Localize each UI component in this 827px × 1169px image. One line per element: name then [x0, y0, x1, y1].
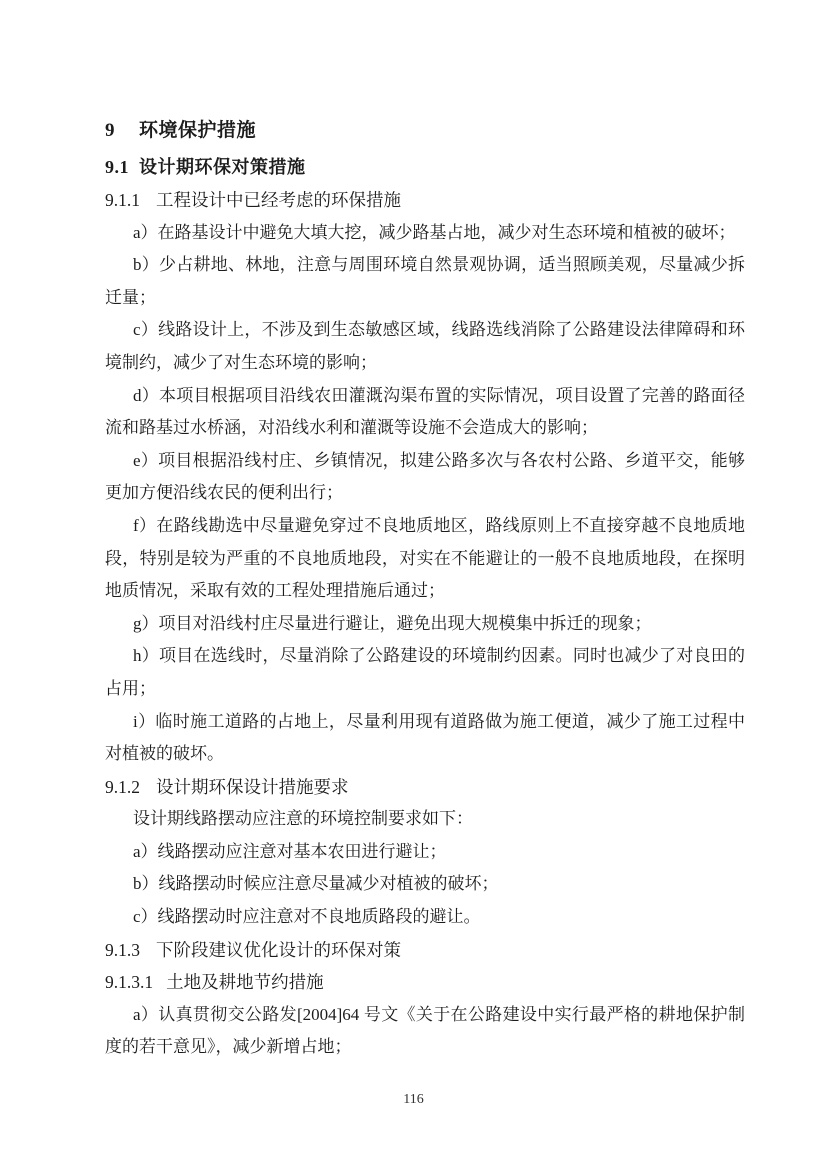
section-title: 环境保护措施: [139, 120, 257, 141]
section-title: 下阶段建议优化设计的环保对策: [156, 939, 401, 960]
section-heading-9-1-1: [105, 184, 745, 217]
section-title: 设计期环保对策措施: [139, 157, 306, 177]
section-number: 9.1.1: [105, 190, 140, 210]
list-item-d: d）本项目根据项目沿线农田灌溉沟渠布置的实际情况，项目设置了完善的路面径流和路基过水桥涵，对沿线水利和灌溉等设施不会造成大的影响；: [105, 385, 745, 438]
section-title: 土地及耕地节约措施: [166, 972, 324, 993]
section-heading-9-1-2: [105, 771, 745, 804]
list-item-i: i）临时施工道路的占地上，尽量利用现有道路做为施工便道，减少了施工过程中对植被的破坏。: [105, 711, 745, 764]
list-item-g: g）项目对沿线村庄尽量进行避让，避免出现大规模集中拆迁的现象；: [133, 613, 652, 633]
list-item-e: e）项目根据沿线村庄、乡镇情况，拟建公路多次与各农村公路、乡道平交，能够更加方便沿线农民的便利出行；: [105, 450, 745, 503]
section-title: 工程设计中已经考虑的环保措施: [156, 190, 401, 210]
list-item-b: b）少占耕地、林地，注意与周围环境自然景观协调，适当照顾美观，尽量减少拆迁量；: [105, 255, 745, 307]
list-item-c: c）线路设计上，不涉及到生态敏感区域，线路选线消除了公路建设法律障碍和环境制约，减少了对生态环境的影响；: [105, 320, 745, 372]
section-heading-9-1: [105, 151, 745, 184]
section-heading-9: [105, 114, 745, 147]
list-item-a: a）在路基设计中避免大填大挖，减少路基占地，减少对生态环境和植被的破坏；: [133, 222, 736, 242]
section-number: 9: [105, 120, 115, 141]
section-heading-9-1-3-1: [105, 966, 745, 999]
section-title: 设计期环保设计措施要求: [156, 776, 349, 797]
list-item-a2: a）线路摆动应注意对基本农田进行避让；: [133, 841, 447, 861]
list-item-b2: b）线路摆动时候应注意尽量减少对植被的破坏；: [133, 874, 499, 894]
list-item-h: h）项目在选线时，尽量消除了公路建设的环境制约因素。同时也减少了对良田的占用；: [105, 646, 745, 698]
page-number: 116: [403, 1092, 424, 1107]
document-content: [105, 114, 745, 1064]
list-item-f: f）在路线勘选中尽量避免穿过不良地质地区，路线原则上不直接穿越不良地质地段，特别是较为严重的不良地质地段，对实在不能避让的一般不良地质地段，在探明地质情况，采取有效的工程处理措施后通过；: [105, 515, 745, 601]
section-number: 9.1.2: [105, 776, 140, 797]
section-heading-9-1-3: [105, 934, 745, 967]
section-number: 9.1.3.1: [105, 972, 154, 993]
paragraph-intro: 设计期线路摆动应注意的环境控制要求如下：: [133, 809, 473, 829]
section-number: 9.1.3: [105, 939, 140, 960]
section-number: 9.1: [105, 157, 129, 177]
list-item-c2: c）线路摆动时应注意对不良地质路段的避让。: [133, 907, 481, 927]
list-item-a3: a）认真贯彻交公路发[2004]64 号文《关于在公路建设中实行最严格的耕地保护制度的若干意见》，减少新增占地；: [105, 1004, 745, 1057]
